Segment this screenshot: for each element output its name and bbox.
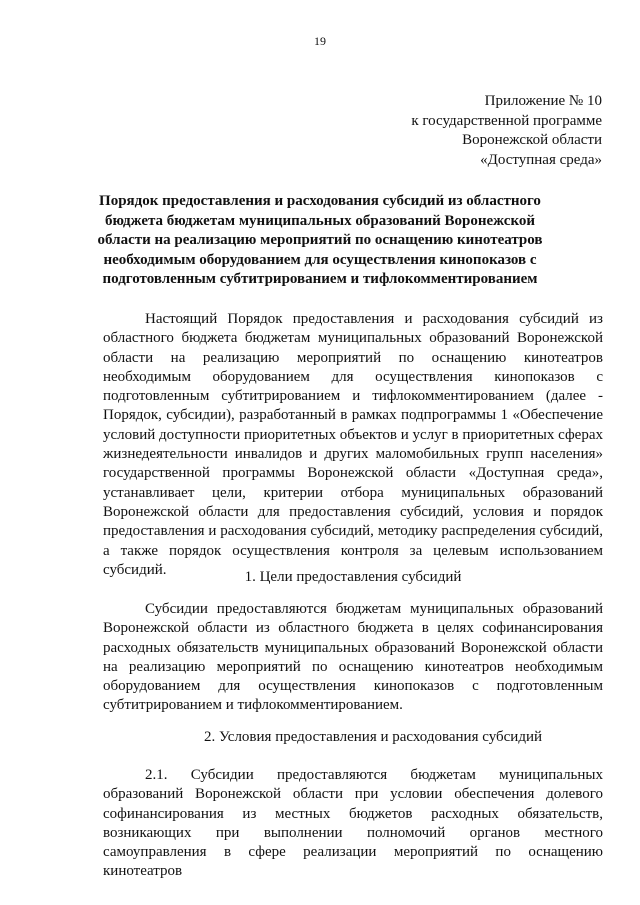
appendix-line-1: Приложение № 10 [484,93,602,109]
appendix-line-3: Воронежской области [462,132,602,148]
section-2-heading: 2. Условия предоставления и расходования субсидий [203,729,543,745]
appendix-line-4: «Доступная среда» [480,151,602,168]
appendix-block [411,92,602,170]
section-1-paragraph: Субсидии предоставляются бюджетам муниципальных образований Воронежской области из областного бюджета в целях софинансирования расходных обязательств муниципальных образований Воронежской области на реализацию мероприятий по оснащению кинотеатров необходимым оборудованием для осуществления кинопоказов с подготовленным субтитрированием и тифлокомментированием. [103,601,603,714]
intro-paragraph: Настоящий Порядок предоставления и расходования субсидий из областного бюджета бюджетам муниципальных образований Воронежской области на реализацию мероприятий по оснащению кинотеатров необходимым оборудованием для осуществления кинопоказов с подготовленным субтитрированием и тифлокомментированием (далее - Порядок, субсидии), разработанный в рамках подпрограммы 1 «Обеспечение условий доступности приоритетных объектов и услуг в приоритетных сферах жизнедеятельности инвалидов и других маломобильных групп населения» государственной программы Воронежской области «Доступная среда», устанавливает цели, критерии отбора муниципальных образований Воронежской области для предоставления субсидий, условия и порядок предоставления и расходования субсидий, методику распределения субсидий, а также порядок осуществления контроля за целевым использованием субсидий. [103,311,603,578]
section-2-paragraph: 2.1. Субсидии предоставляются бюджетам муниципальных образований Воронежской области при условии обеспечения долевого софинансирования из местных бюджетов расходных обязательств, возникающих при выполнении полномочий органов местного самоуправления в сфере реализации мероприятий по оснащению кинотеатров [103,767,603,880]
document-title: Порядок предоставления и расходования субсидий из областного бюджета бюджетам муниципальных образований Воронежской области на реализацию мероприятий по оснащению кинотеатров необходимым оборудованием для осуществления кинопоказов с подготовленным субтитрированием и тифлокомментированием [97,193,543,287]
page-number: 19 [314,34,326,48]
section-1-heading: 1. Цели предоставления субсидий [244,569,462,585]
appendix-line-2: к государственной программе [411,112,602,129]
